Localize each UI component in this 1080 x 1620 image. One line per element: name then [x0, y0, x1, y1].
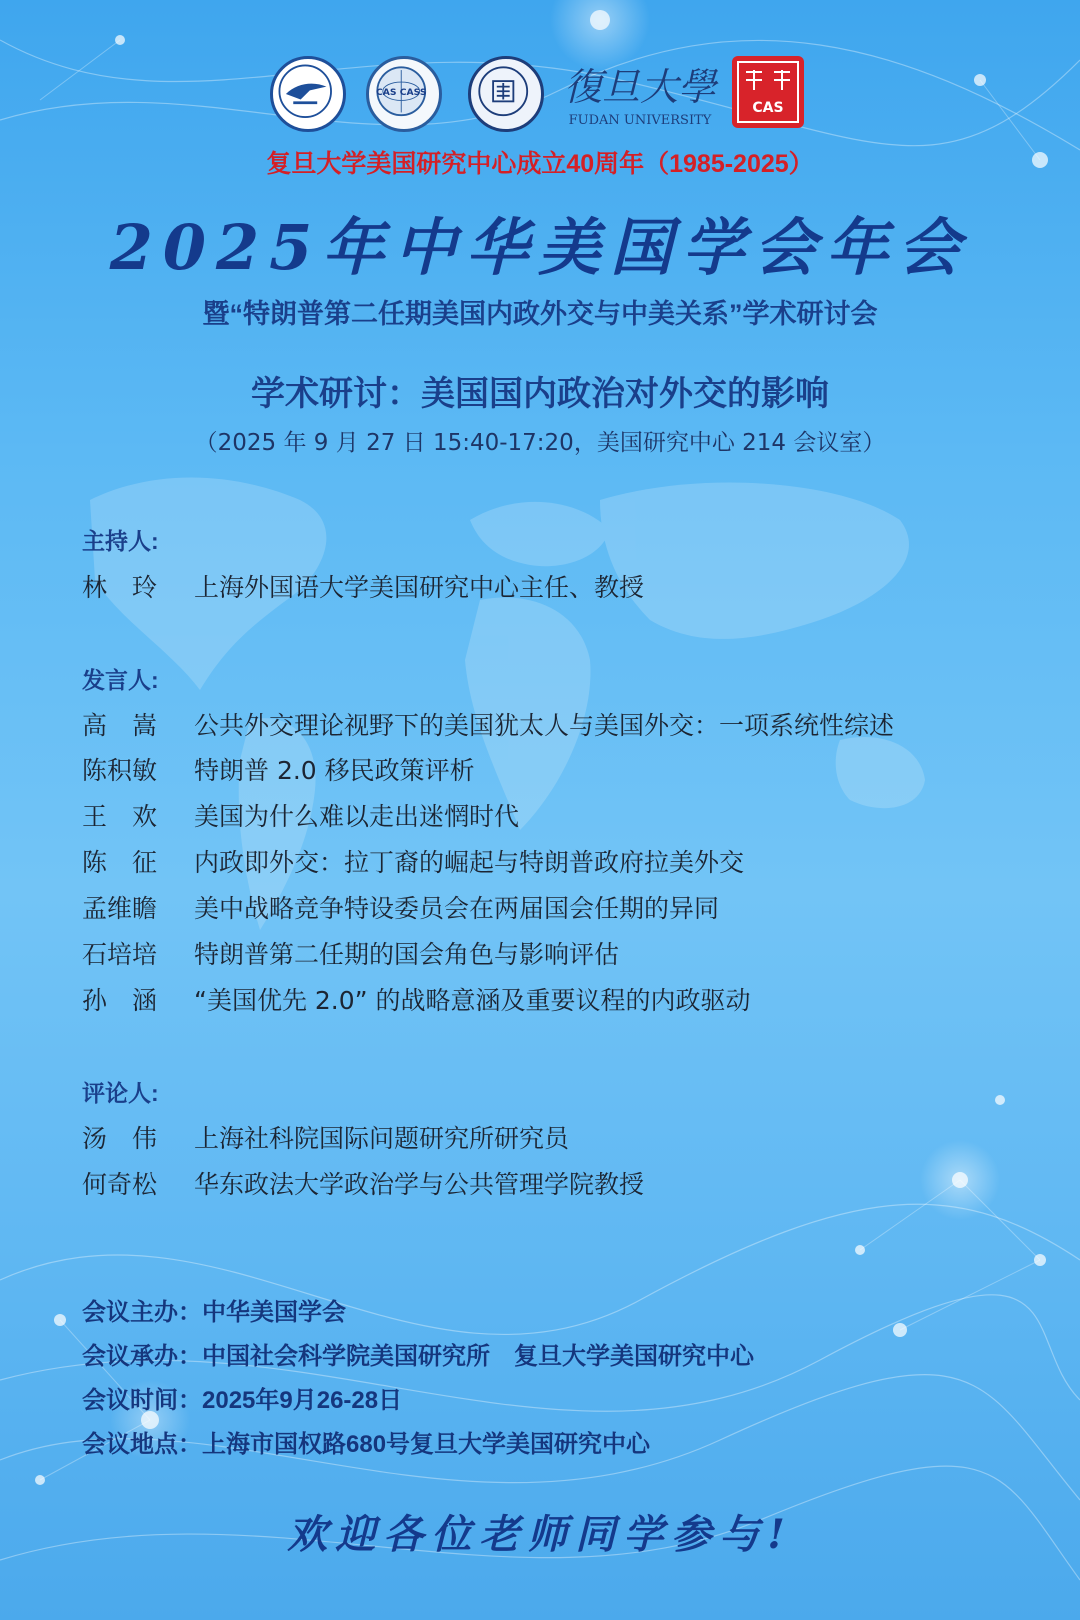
- svg-text:FUDAN UNIVERSITY: FUDAN UNIVERSITY: [568, 113, 712, 128]
- host-row: [82, 568, 1042, 608]
- svg-text:復旦大學: 復旦大學: [563, 65, 717, 109]
- conference-organizers: 会议承办：中国社会科学院美国研究所 复旦大学美国研究中心: [82, 1343, 754, 1370]
- speaker-topic: 内政即外交：拉丁裔的崛起与特朗普政府拉美外交: [194, 848, 745, 877]
- speaker-topic: 美中战略竞争特设委员会在两届国会任期的异同: [194, 894, 720, 923]
- subtitle: 暨“特朗普第二任期美国内政外交与中美关系”学术研讨会: [202, 299, 878, 329]
- speaker-row: [82, 981, 1042, 1021]
- commentator-name: 何奇松: [82, 1170, 158, 1199]
- host-title: 上海外国语大学美国研究中心主任、教授: [194, 573, 645, 602]
- session-time: （2025 年 9 月 27 日 15:40-17:20，美国研究中心 214 会议室）: [194, 430, 886, 456]
- fudan-seal-logo: [468, 56, 544, 132]
- speaker-topic: 公共外交理论视野下的美国犹太人与美国外交：一项系统性综述: [194, 711, 895, 740]
- conference-venue: 会议地点：上海市国权路680号复旦大学美国研究中心: [82, 1431, 651, 1458]
- commentator-title: 华东政法大学政治学与公共管理学院教授: [194, 1170, 645, 1199]
- welcome-message: 欢迎各位老师同学参与!: [287, 1511, 793, 1558]
- speaker-topic: “美国优先 2.0” 的战略意涵及重要议程的内政驱动: [194, 986, 751, 1015]
- speaker-row: [82, 935, 1042, 975]
- speaker-name: 高 嵩: [82, 711, 158, 740]
- speakers-label: 发言人:: [82, 667, 159, 693]
- speaker-topic: 特朗普第二任期的国会角色与影响评估: [194, 940, 620, 969]
- speaker-name: 陈 征: [82, 848, 158, 877]
- speaker-row: [82, 751, 1042, 791]
- anniversary-line: 复旦大学美国研究中心成立40周年（1985-2025）: [266, 150, 814, 178]
- logo-row: [270, 54, 810, 134]
- speaker-topic: 特朗普 2.0 移民政策评析: [194, 756, 475, 785]
- speaker-row: [82, 706, 1042, 746]
- speaker-topic: 美国为什么难以走出迷惘时代: [194, 802, 520, 831]
- host-name: 林 玲: [82, 573, 158, 602]
- speaker-row: [82, 889, 1042, 929]
- commentator-row: [82, 1165, 1042, 1205]
- speaker-name: 王 欢: [82, 802, 158, 831]
- commentator-name: 汤 伟: [82, 1124, 158, 1153]
- cass-american-studies-logo: [366, 56, 442, 132]
- speaker-row: [82, 843, 1042, 883]
- speaker-row: [82, 797, 1042, 837]
- session-title: 学术研讨：美国国内政治对外交的影响: [251, 375, 829, 413]
- commentator-row: [82, 1119, 1042, 1159]
- speaker-name: 石培培: [82, 940, 158, 969]
- chinese-association-american-studies-logo: [270, 56, 346, 132]
- svg-text:CAS CASS: CAS CASS: [376, 86, 427, 98]
- speaker-name: 孟维瞻: [82, 894, 158, 923]
- conference-dates: 会议时间：2025年9月26-28日: [82, 1387, 403, 1414]
- page-title: 2025年中华美国学会年会: [109, 211, 971, 284]
- host-label: 主持人:: [82, 528, 159, 554]
- center-american-studies-seal-logo: [732, 56, 804, 128]
- commentator-title: 上海社科院国际问题研究所研究员: [194, 1124, 570, 1153]
- speaker-name: 陈积敏: [82, 756, 158, 785]
- svg-text:CAS: CAS: [752, 100, 784, 116]
- speaker-name: 孙 涵: [82, 986, 158, 1015]
- conference-host: 会议主办：中华美国学会: [82, 1299, 346, 1326]
- fudan-wordmark-logo: [560, 54, 720, 134]
- commentators-label: 评论人:: [82, 1080, 159, 1106]
